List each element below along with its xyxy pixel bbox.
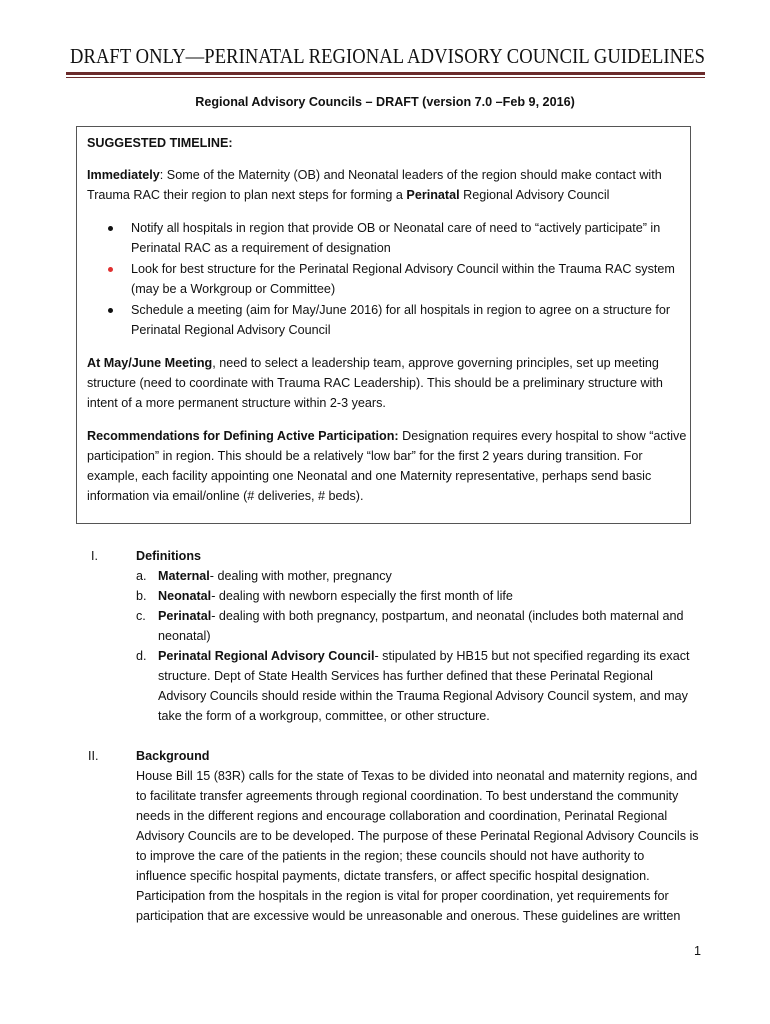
definition-neonatal	[158, 586, 513, 606]
background-line: needs in the different regions and encourage collaboration and coordination, Perinatal Regional	[136, 809, 668, 823]
definition-text: - stipulated by HB15 but not specified regarding its exact	[374, 649, 690, 663]
bullet-1-line-2: Perinatal RAC as a requirement of designation	[131, 241, 391, 255]
recommendations-line-1	[87, 426, 686, 446]
title-rule	[66, 72, 705, 75]
immediately-text: : Some of the Maternity (OB) and Neonatal leaders of the region should make contact with	[159, 168, 662, 182]
immediately-line-2	[87, 185, 609, 205]
immediately-line-1	[87, 165, 662, 185]
background-line: Participation from the hospitals in the region is vital for proper coordination, yet requirements for	[136, 889, 669, 903]
bullet-1-line-1: Notify all hospitals in region that provide OB or Neonatal care of need to “actively participate” in	[131, 221, 661, 235]
section-numeral: I.	[91, 549, 98, 563]
meeting-text: , need to select a leadership team, approve governing principles, set up meeting	[212, 356, 659, 370]
document-subtitle: Regional Advisory Councils – DRAFT (version 7.0 –Feb 9, 2016)	[195, 95, 575, 109]
definition-letter: d.	[136, 649, 147, 663]
definition-text: - dealing with both pregnancy, postpartum, and neonatal (includes both maternal and	[211, 609, 684, 623]
definition-letter: c.	[136, 609, 146, 623]
page-number: 1	[694, 944, 702, 958]
background-line: influence specific hospital payments, dictate transfers, or affect specific hospital designation.	[136, 869, 650, 883]
term: Neonatal	[158, 589, 212, 603]
definition-maternal	[158, 566, 392, 586]
recommendations-line-2: participation” in region. This should be a relatively “low bar” for the first 2 years during transition. For	[87, 449, 643, 463]
perinatal-bold: Perinatal	[406, 188, 460, 202]
meeting-line-3: intent of a more permanent structure within 2-3 years.	[87, 396, 386, 410]
timeline-heading: SUGGESTED TIMELINE:	[87, 136, 233, 150]
bullet-2-line-1: Look for best structure for the Perinatal Regional Advisory Council within the Trauma RAC system	[131, 262, 675, 276]
meeting-label: At May/June Meeting	[87, 356, 213, 370]
definition-text: - dealing with newborn especially the first month of life	[211, 589, 513, 603]
recommendations-text: Designation requires every hospital to show “active	[398, 429, 687, 443]
definition-text: - dealing with mother, pregnancy	[209, 569, 392, 583]
recommendations-line-4: information via email/online (# deliveries, # beds).	[87, 489, 364, 503]
document-title: DRAFT ONLY—PERINATAL REGIONAL ADVISORY COUNCIL GUIDELINES	[70, 44, 705, 68]
title-rule-thin	[66, 77, 705, 78]
background-heading: Background	[136, 749, 210, 763]
bullet-2-line-2: (may be a Workgroup or Committee)	[131, 282, 336, 296]
immediately-text-3: Regional Advisory Council	[459, 188, 610, 202]
meeting-line-2: structure (need to coordinate with Trauma RAC Leadership). This should be a preliminary structure with	[87, 376, 663, 390]
term: Perinatal	[158, 609, 212, 623]
definition-text-continued: neonatal)	[158, 629, 211, 643]
bullet-dot	[108, 226, 113, 231]
background-line: to facilitate transfer agreements through regional coordination. To best understand the community	[136, 789, 679, 803]
bullet-dot-red	[108, 267, 113, 272]
term: Maternal	[158, 569, 210, 583]
definition-perinatal-rac	[158, 646, 690, 666]
section-numeral: II.	[88, 749, 99, 763]
definition-text-continued: take the form of a workgroup, committee, or other structure.	[158, 709, 490, 723]
background-line: to improve the care of the patients in the region; these councils should not have authority to	[136, 849, 645, 863]
definitions-heading: Definitions	[136, 549, 202, 563]
definition-perinatal	[158, 606, 684, 626]
term: Perinatal Regional Advisory Council	[158, 649, 375, 663]
immediately-label: Immediately	[87, 168, 160, 182]
bullet-3-line-2: Perinatal Regional Advisory Council	[131, 323, 331, 337]
background-line: House Bill 15 (83R) calls for the state of Texas to be divided into neonatal and maternity regions, and	[136, 769, 698, 783]
definition-letter: a.	[136, 569, 147, 583]
background-line: participation that are excessive would be unreasonable and onerous. These guidelines are written	[136, 909, 681, 923]
meeting-line-1	[87, 353, 659, 373]
background-line: Advisory Councils are to be developed. The purpose of these Perinatal Regional Advisory Councils is	[136, 829, 699, 843]
definition-text-continued: Advisory Councils should reside within the Trauma Regional Advisory Council system, and may	[158, 689, 688, 703]
recommendations-line-3: example, each facility appointing one Neonatal and one Maternity representative, perhaps send basic	[87, 469, 652, 483]
definition-letter: b.	[136, 589, 147, 603]
recommendations-label: Recommendations for Defining Active Participation:	[87, 429, 399, 443]
definition-text-continued: structure. Dept of State Health Services has further defined that these Perinatal Regional	[158, 669, 653, 683]
bullet-dot	[108, 308, 113, 313]
immediately-text-2: Trauma RAC their region to plan next steps for forming a	[87, 188, 407, 202]
bullet-3-line-1: Schedule a meeting (aim for May/June 2016) for all hospitals in region to agree on a structure for	[131, 303, 671, 317]
